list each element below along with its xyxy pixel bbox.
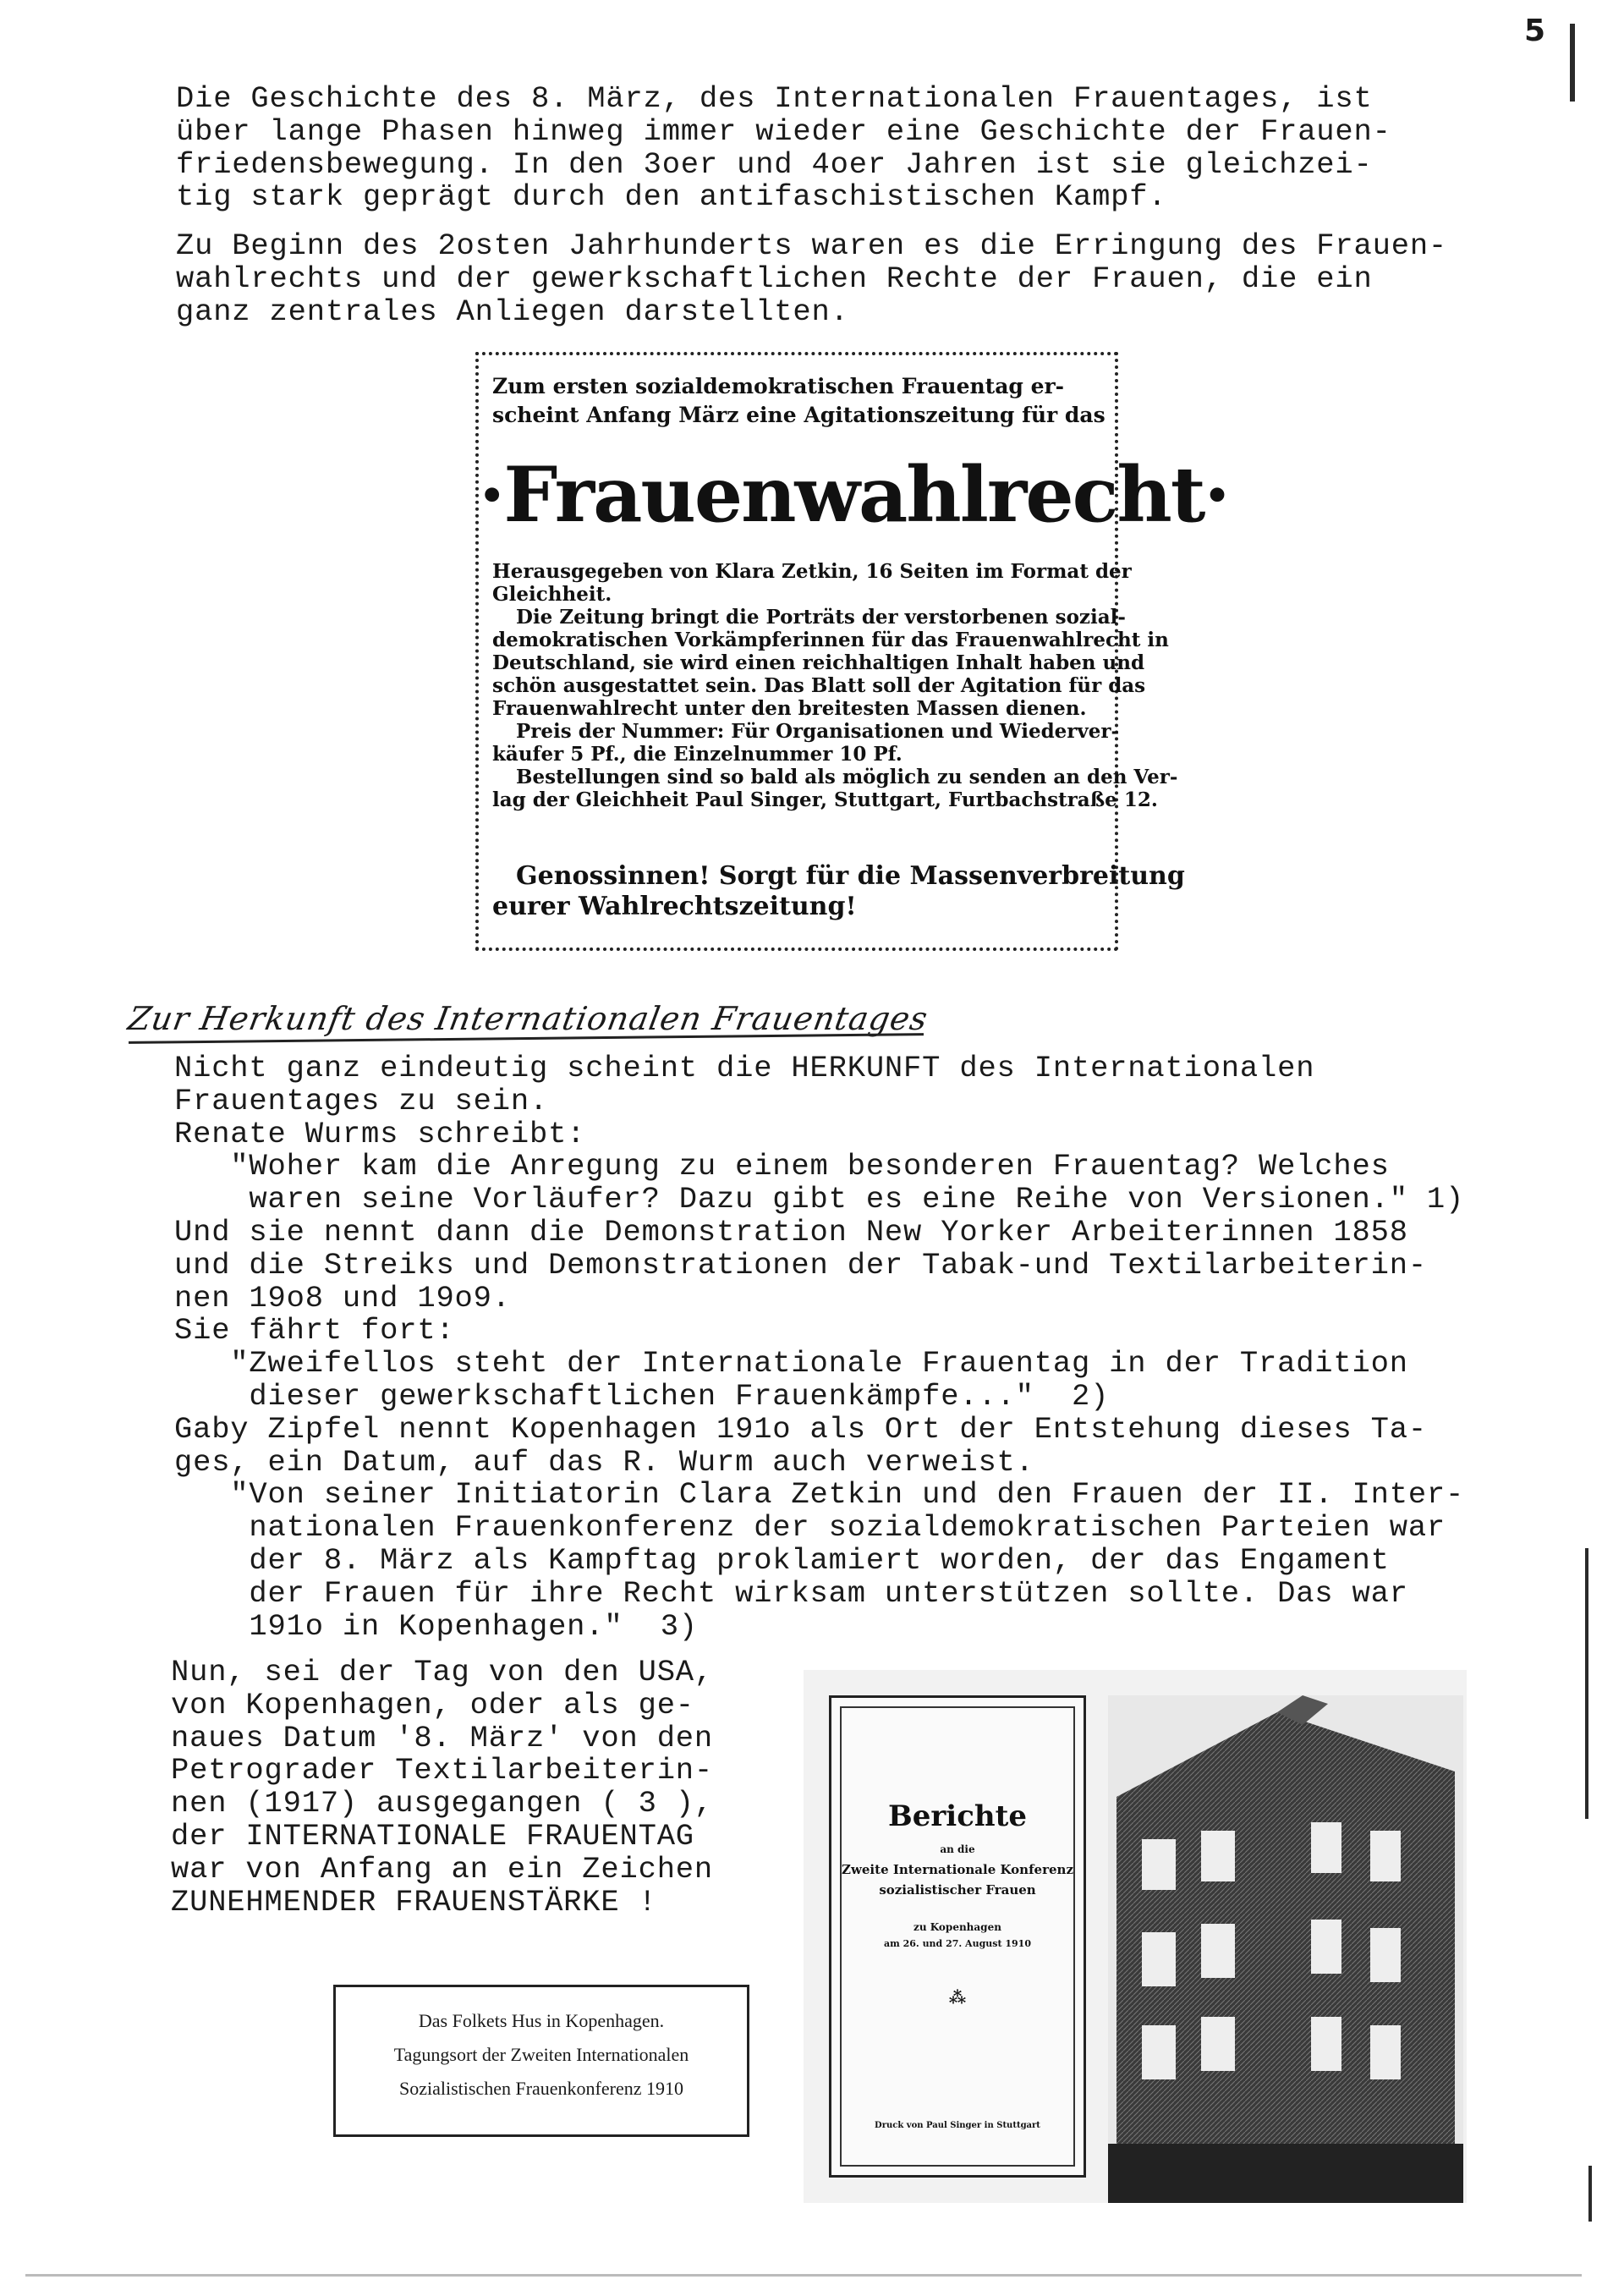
cover-title: Berichte [888, 1799, 1027, 1833]
ad-body-line: Gleichheit. [492, 583, 612, 606]
ad-intro-line: scheint Anfang März eine Agitationszeitung für das [492, 403, 1106, 427]
scan-edge-right-low [1588, 2166, 1592, 2222]
ad-body-line: Die Zeitung bringt die Porträts der verstorbenen sozial- [516, 606, 1126, 629]
ad-closing-line: eurer Wahlrechtszeitung! [492, 892, 857, 921]
section-heading-text: Zur Herkunft des Internationalen Frauentages [125, 1000, 931, 1037]
ad-body-line: lag der Gleichheit Paul Singer, Stuttgart, Furtbachstraße 12. [492, 788, 1158, 811]
scan-edge-right-top [1570, 24, 1575, 102]
intro-paragraph-2: Zu Beginn des 2osten Jahrhunderts waren es die Erringung des Frauen- wahlrechts und der gewerkschaftlichen Rechte der Frauen, die ein ganz zentrales Anliegen darstellten. [176, 228, 1448, 329]
ad-body-line: käufer 5 Pf., die Einzelnummer 10 Pf. [492, 743, 903, 766]
ad-body-line: Deutschland, sie wird einen reichhaltigen Inhalt haben und [492, 651, 1145, 674]
ad-closing-line: Genossinnen! Sorgt für die Massenverbreitung [516, 861, 1185, 891]
folkets-hus-building-image [1108, 1695, 1463, 2203]
section-body: Nicht ganz eindeutig scheint die HERKUNFT des Internationalen Frauentages zu sein. Renate Wurms schreibt: "Woher kam die Anregung zu einem besonderen Frauentag? Welches waren seine Vorläufer? Dazu gibt es eine Reihe von Versionen." 1) Und sie nennt dann die Demonstration New Yorker Arbeiterinnen 1858 und die Streiks und Demonstrationen der Tabak-und Textilarbeiterin- nen 19o8 und 19o9. Sie fährt fort: "Zweifellos steht der Internationale Frauentag in der Tradition dieser gewerkschaftlichen Frauenkämpfe..." 2) Gaby Zipfel nennt Kopenhagen 191o als Ort der Entstehung dieses Ta- ges, ein Datum, auf das R. Wurm auch verweist. "Von seiner Initiatorin Clara Zetkin und den Frauen der II. Inter- nationalen Frauenkonferenz der sozialdemokratischen Parteien war der 8. März als Kampftag proklamiert worden, der das Engament der Frauen für ihre Recht wirksam unterstützen sollte. Das war 191o in Kopenhagen." 3) [174, 1051, 1465, 1644]
ad-body-line: schön ausgestattet sein. Das Blatt soll der Agitation für das [492, 674, 1146, 697]
cover-ornament: ⁂ [948, 1987, 967, 2008]
cover-line: am 26. und 27. August 1910 [884, 1938, 1031, 1949]
cover-line: an die [940, 1843, 975, 1855]
report-cover [829, 1695, 1086, 2178]
cover-printer: Druck von Paul Singer in Stuttgart [875, 2121, 1040, 2130]
caption-line: Das Folkets Hus in Kopenhagen. [418, 2010, 665, 2031]
historical-photo [804, 1670, 1467, 2203]
ad-headline: ·Frauenwahlrecht· [479, 450, 1229, 540]
cover-line: zu Kopenhagen [914, 1921, 1001, 1933]
ad-body-line: demokratischen Vorkämpferinnen für das Frauenwahlrecht in [492, 629, 1169, 651]
ad-body-line: Bestellungen sind so bald als möglich zu senden an den Ver- [516, 766, 1178, 788]
newspaper-ad [475, 352, 1229, 951]
intro-paragraph-1: Die Geschichte des 8. März, des Internationalen Frauentages, ist über lange Phasen hinweg immer wieder eine Geschichte der Frauen- friedensbewegung. In den 3oer und 4oer Jahren ist sie gleichzei- tig stark geprägt durch den antifaschistischen Kampf. [176, 81, 1391, 215]
cover-line: Zweite Internationale Konferenz [842, 1862, 1073, 1877]
section-heading [125, 1000, 931, 1041]
caption-line: Sozialistischen Frauenkonferenz 1910 [398, 2078, 683, 2099]
closing-paragraph: Nun, sei der Tag von den USA, von Kopenhagen, oder als ge- naues Datum '8. März' von den Petrograder Textilarbeiterin- nen (1917) ausgegangen ( 3 ), der INTERNATIONALE FRAUENTAG war von Anfang an ein Zeichen ZUNEHMENDER FRAUENSTÄRKE ! [171, 1655, 714, 1920]
scan-edge-right-mid [1585, 1548, 1588, 1819]
cover-line: sozialistischer Frauen [879, 1882, 1036, 1898]
scan-edge-bottom [25, 2274, 1582, 2277]
ad-body-line: Preis der Nummer: Für Organisationen und Wiederver- [516, 720, 1120, 743]
cover-frame [840, 1706, 1075, 2167]
ad-body-line: Herausgegeben von Klara Zetkin, 16 Seiten im Format der [492, 560, 1132, 583]
ad-body-line: Frauenwahlrecht unter den breitesten Massen dienen. [492, 697, 1087, 720]
ad-intro-line: Zum ersten sozialdemokratischen Frauentag er- [492, 374, 1065, 398]
photo-caption [333, 1985, 749, 2137]
caption-line: Tagungsort der Zweiten Internationalen [393, 2044, 689, 2065]
page-number: 5 [1524, 14, 1546, 48]
